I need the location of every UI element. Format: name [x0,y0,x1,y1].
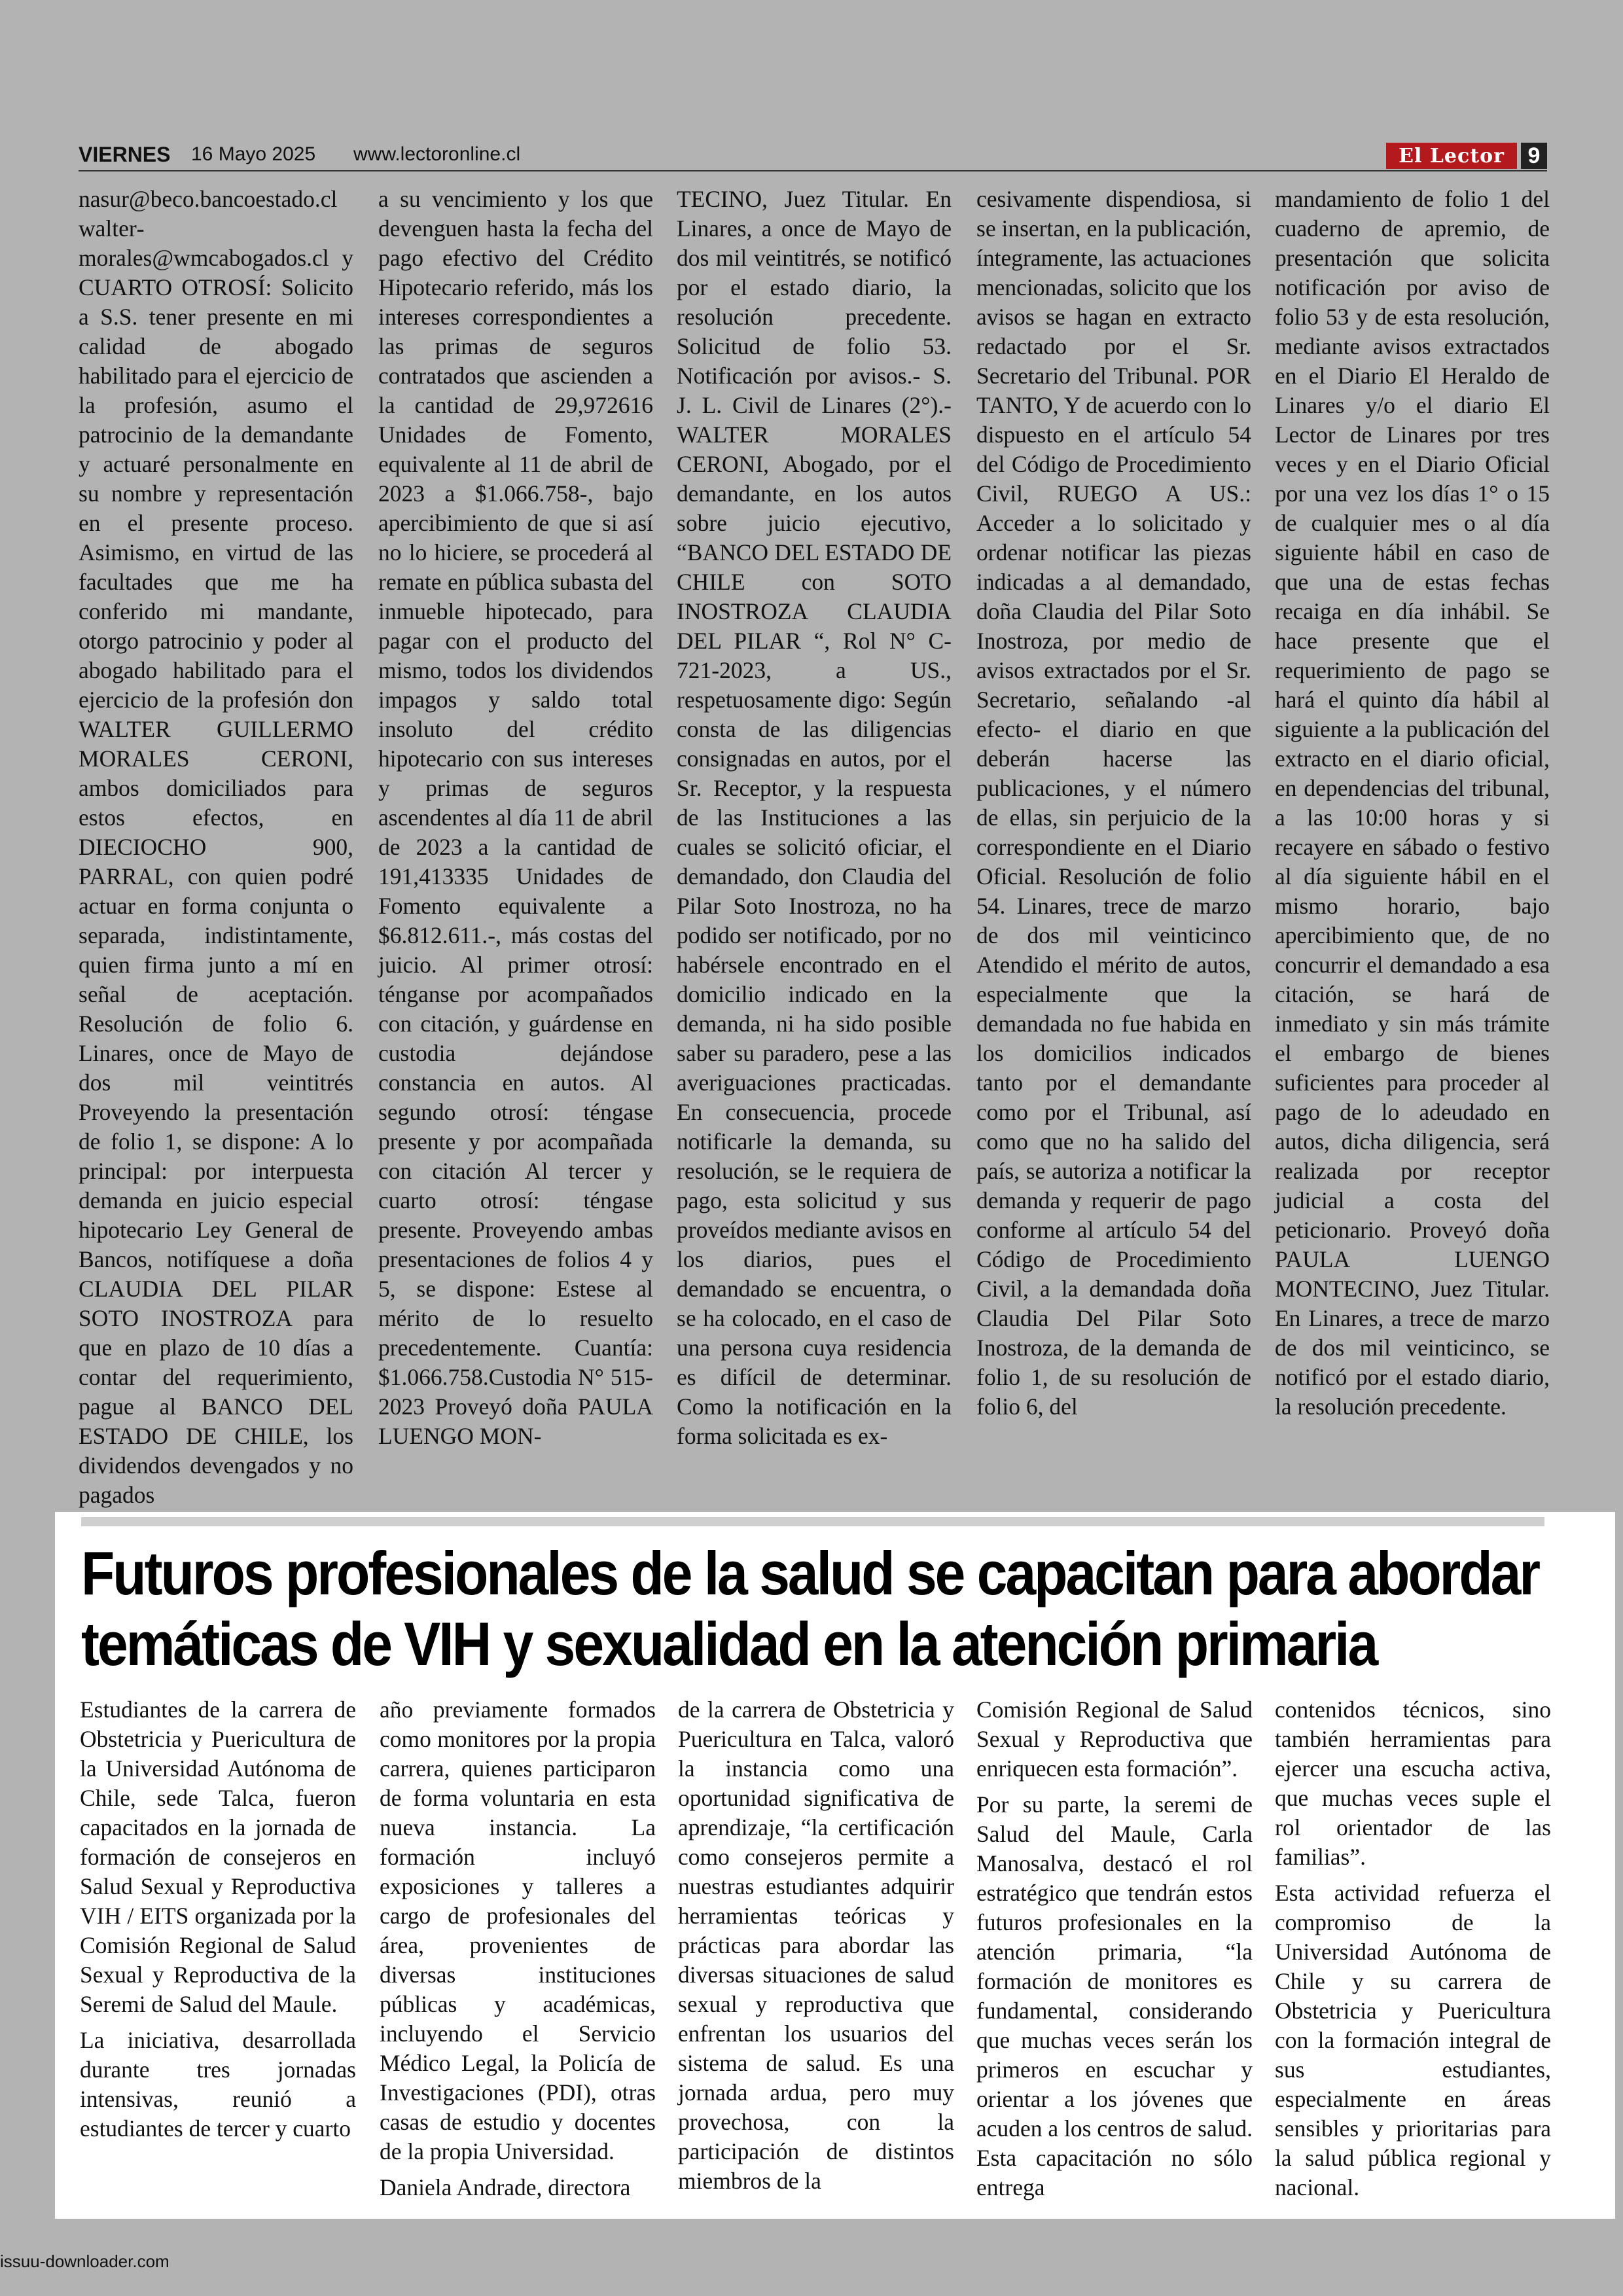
paragraph: Estudiantes de la carrera de Obstetricia y Puericultura de la Universidad Autónoma de Chile, sede Talca, fueron capacitados en la jornada de formación de consejeros en Salud Sexual y Reproductiva VIH / EITS organizada por la Comisión Regional de Salud Sexual y Reproductiva de la Seremi de Salud del Maule. [80,1696,356,2017]
paragraph: TECINO, Juez Titular. En Linares, a once de Mayo de dos mil veintitrés, se notificó por el estado diario, la resolución precedente. Solicitud de folio 53. Notificación por avisos.- S. J. L. Civil de Linares (2°).- WALTER MORALES CERONI, Abogado, por el demandante, en los autos sobre juicio ejecutivo, “BANCO DEL ESTADO DE CHILE con SOTO INOSTROZA CLAUDIA DEL PILAR “, Rol N° C-721-2023, a US., respetuosamente digo: Según consta de las diligencias consignadas en autos, por el Sr. Receptor, y la respuesta de las Instituciones a las cuales se solicitó oficiar, el demandado, don Claudia del Pilar Soto Inostroza, no ha podido ser notificado, por no habérsele encontrado en el domicilio indicado en la demanda, ni ha sido posible saber su paradero, pese a las averiguaciones practicadas. En consecuencia, procede notificarle la demanda, su resolución, se le requiera de pago, esta solicitud y sus proveídos mediante avisos en los diarios, pues el demandado se encuentra, o se ha colocado, en el caso de una persona cuya residencia es difícil de determinar. Como la notificación en la forma solicitada es ex- [677,186,952,1449]
paragraph: a su vencimiento y los que devenguen hasta la fecha del pago efectivo del Crédito Hipotecario referido, más los intereses correspondientes a las primas de seguros contratados que ascienden a la cantidad de 29,972616 Unidades de Fomento, equivalente al 11 de abril de 2023 a $1.066.758-, bajo apercibimiento de que si así no lo hiciere, se procederá al remate en pública subasta del inmueble hipotecado, para pagar con el producto del mismo, todos los dividendos impagos y saldo total insoluto del crédito hipotecario con sus intereses y primas de seguros ascendentes al día 11 de abril de 2023 a la cantidad de 191,413335 Unidades de Fomento equivalente a $6.812.611.-, más costas del juicio. Al primer otrosí: ténganse por acompañados con citación, y guárdense en custodia dejándose constancia en autos. Al segundo otrosí: téngase presente y por acompañada con citación Al tercer y cuarto otrosí: téngase presente. Proveyendo ambas presentaciones de folios 4 y 5, se dispone: Estese al mérito de lo resuelto precedentemente. Cuantía: $1.066.758.Custodia N° 515-2023 Proveyó doña PAULA LUENGO MON- [378,186,653,1449]
legal-notice-column-2 [378,185,653,1480]
paragraph: nasur@beco.bancoestado.cl waltermorales@wmcabogados.cl y CUARTO OTROSÍ: Solicito a S.S. tener presente en mi calidad de abogado habilitado para el ejercicio de la profesión, asumo el patrocinio de la demandante y actuaré personalmente en su nombre y representación en el presente proceso. Asimismo, en virtud de las facultades que me ha conferido mi mandante, otorgo patrocinio y poder al abogado habilitado para el ejercicio de la profesión don WALTER GUILLERMO MORALES CERONI, ambos domiciliados para estos efectos, en DIECIOCHO 900, PARRAL, con quien podré actuar en forma conjunta o separada, indistintamente, quien firma junto a mí en señal de aceptación. Resolución de folio 6. Linares, once de Mayo de dos mil veintitrés Proveyendo la presentación de folio 1, se dispone: A lo principal: por interpuesta demanda en juicio especial hipotecario Ley General de Bancos, notifíquese a doña CLAUDIA DEL PILAR SOTO INOSTROZA para que en plazo de 10 días a contar del requerimiento, pague al BANCO DEL ESTADO DE CHILE, los dividendos devengados y no pagados [79,186,353,1508]
legal-notice-column-4 [976,185,1251,1480]
paragraph: mandamiento de folio 1 del cuaderno de apremio, de presentación que solicita notificación por aviso de folio 53 y de esta resolución, mediante avisos extractados en el Diario El Heraldo de Linares y/o el diario El Lector de Linares por tres veces y en el Diario Oficial por una vez los días 1° o 15 de cualquier mes o al día siguiente hábil en caso de que una de estas fechas recaiga en día inhábil. Se hace presente que el requerimiento de pago se hará el quinto día hábil al siguiente a la publicación del extracto en el diario oficial, en dependencias del tribunal, a las 10:00 horas y si recayere en sábado o festivo al día siguiente hábil en el mismo horario, bajo apercibimiento que, de no concurrir el demandado a esa citación, se hará de inmediato y sin más trámite el embargo de bienes suficientes para proceder al pago de lo adeudado en autos, dicha diligencia, será realizada por receptor judicial a costa del peticionario. Proveyó doña PAULA LUENGO MONTECINO, Juez Titular. En Linares, a trece de marzo de dos mil veinticinco, se notificó por el estado diario, la resolución precedente. [1275,186,1550,1420]
newspaper-logo: El Lector [1386,143,1517,169]
paragraph: de la carrera de Obstetricia y Puericultura en Talca, valoró la instancia como una oportunidad significativa de aprendizaje, “la certificación como consejeros permite a nuestras estudiantes adquirir herramientas teóricas y prácticas para abordar las diversas situaciones de salud sexual y reproductiva que enfrentan los usuarios del sistema de salud. Es una jornada ardua, pero muy provechosa, con la participación de distintos miembros de la [678,1696,954,2194]
article-headline: Futuros profesionales de la salud se capacitan para abordar temáticas de VIH y sexualidad en la atención primaria [81,1539,1539,1678]
paragraph: año previamente formados como monitores por la propia carrera, quienes participaron de forma voluntaria en esta nueva instancia. La formación incluyó exposiciones y talleres a cargo de profesionales del área, provenientes de diversas instituciones públicas y académicas, incluyendo el Servicio Médico Legal, la Policía de Investigaciones (PDI), otras casas de estudio y docentes de la propia Universidad. [380,1696,656,2164]
header-day: VIERNES [79,143,171,166]
header-date: 16 Mayo 2025 [191,143,316,165]
legal-notice-column-5 [1275,185,1550,1480]
paragraph: contenidos técnicos, sino también herramientas para ejercer una escucha activa, que muchas veces suple el rol orientador de las familias”. [1275,1696,1551,1870]
header-website[interactable]: www.lectoronline.cl [353,143,521,165]
paragraph: Comisión Regional de Salud Sexual y Reproductiva que enriquecen esta formación”. [976,1696,1253,1782]
article-divider [81,1517,1544,1526]
article-column-5 [1275,1695,1551,2200]
page-header [79,143,1547,171]
paragraph: Esta actividad refuerza el compromiso de la Universidad Autónoma de Chile y su carrera de Obstetricia y Puericultura con la formación integral de sus estudiantes, especialmente en áreas sensibles y prioritarias para la salud pública regional y nacional. [1275,1880,1551,2200]
legal-notice-column-1 [79,185,353,1508]
paragraph: Daniela Andrade, directora [380,2174,631,2200]
page-number: 9 [1521,143,1547,169]
watermark: issuu-downloader.com [0,2251,169,2271]
paragraph: Por su parte, la seremi de Salud del Maule, Carla Manosalva, destacó el rol estratégico que tendrán estos futuros profesionales en la atención primaria, “la formación de monitores es fundamental, considerando que muchas veces serán los primeros en escuchar y orientar a los jóvenes que acuden a los centros de salud. Esta capacitación no sólo entrega [976,1791,1253,2200]
paragraph: cesivamente dispendiosa, si se insertan, en la publicación, íntegramente, las actuaciones mencionadas, solicito que los avisos se hagan en extracto redactado por el Sr. Secretario del Tribunal. POR TANTO, Y de acuerdo con lo dispuesto en el artículo 54 del Código de Procedimiento Civil, RUEGO A US.: Acceder a lo solicitado y ordenar notificar las piezas indicadas a al demandado, doña Claudia del Pilar Soto Inostroza, por medio de avisos extractados por el Sr. Secretario, señalando -al efecto- el diario en que deberán hacerse las publicaciones, y el número de ellas, sin perjuicio de la correspondiente en el Diario Oficial. Resolución de folio 54. Linares, trece de marzo de dos mil veinticinco Atendido el mérito de autos, especialmente que la demandada no fue habida en los domicilios indicados tanto por el demandante como por el Tribunal, así como que no ha salido del país, se autoriza a notificar la demanda y requerir de pago conforme al artículo 54 del Código de Procedimiento Civil, a la demandada doña Claudia Del Pilar Soto Inostroza, de la demanda de folio 1, de su resolución de folio 6, del [976,186,1251,1420]
paragraph: La iniciativa, desarrollada durante tres jornadas intensivas, reunió a estudiantes de tercer y cuarto [80,2027,356,2142]
legal-notice-column-3 [677,185,952,1480]
article-column-3 [678,1695,954,2193]
article-column-4 [976,1695,1253,2200]
article-column-2 [380,1695,656,2200]
article-column-1 [80,1695,356,2193]
